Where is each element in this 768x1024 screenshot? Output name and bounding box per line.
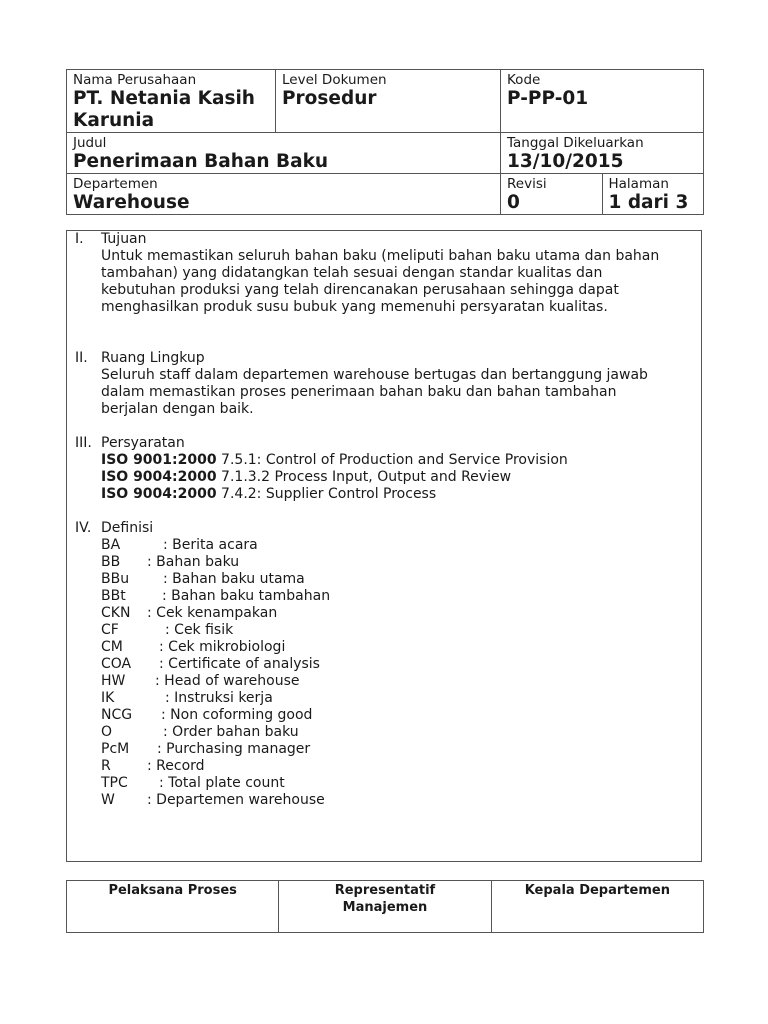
definition-item <box>101 605 695 622</box>
department-cell <box>67 174 501 215</box>
definition-item <box>101 554 695 571</box>
definition-text: : Cek mikrobiologi <box>159 639 286 655</box>
definition-item <box>101 792 695 809</box>
signature-table <box>66 880 704 933</box>
date-cell <box>501 133 704 174</box>
requirement-standard: ISO 9004:2000 <box>101 486 217 502</box>
document-header-table <box>66 69 704 215</box>
level-value: Prosedur <box>282 88 377 109</box>
definition-abbr: BA <box>101 537 121 553</box>
definition-abbr: R <box>101 758 111 774</box>
definition-item <box>101 588 695 605</box>
title-cell <box>67 133 501 174</box>
procedure-body <box>66 230 702 862</box>
requirement-item <box>101 469 695 486</box>
definition-abbr: BB <box>101 554 121 570</box>
title-value: Penerimaan Bahan Baku <box>73 151 329 172</box>
requirement-item <box>101 452 695 469</box>
requirement-item <box>101 486 695 503</box>
revision-cell <box>501 174 603 215</box>
definition-item <box>101 656 695 673</box>
level-cell <box>276 70 501 133</box>
code-value: P-PP-01 <box>507 88 589 109</box>
definition-item <box>101 673 695 690</box>
section-tujuan <box>75 231 695 316</box>
definition-item <box>101 775 695 792</box>
section-number: II. <box>75 350 88 366</box>
definition-item <box>101 758 695 775</box>
definition-abbr: CM <box>101 639 123 655</box>
revision-value: 0 <box>507 192 520 213</box>
signature-kepala-departemen: Kepala Departemen <box>491 881 703 933</box>
definition-abbr: O <box>101 724 113 740</box>
definition-text: : Head of warehouse <box>155 673 300 689</box>
definition-item <box>101 537 695 554</box>
section-title: Tujuan <box>101 231 147 247</box>
requirement-description: 7.5.1: Control of Production and Service Provision <box>216 452 568 468</box>
definition-text: : Bahan baku <box>147 554 240 570</box>
definition-text: : Record <box>147 758 205 774</box>
definition-text: : Non coforming good <box>161 707 313 723</box>
revision-label: Revisi <box>507 176 547 192</box>
section-number: IV. <box>75 520 92 536</box>
definition-abbr: BBt <box>101 588 126 604</box>
date-value: 13/10/2015 <box>507 151 624 172</box>
definition-item <box>101 741 695 758</box>
department-label: Departemen <box>73 176 158 192</box>
definition-abbr: IK <box>101 690 115 706</box>
code-label: Kode <box>507 72 541 88</box>
definition-abbr: NCG <box>101 707 133 723</box>
definition-text: : Berita acara <box>163 537 258 553</box>
signature-representatif-label: Representatif Manajemen <box>334 883 436 915</box>
company-cell <box>67 70 276 133</box>
definition-text: : Purchasing manager <box>157 741 311 757</box>
definition-abbr: W <box>101 792 115 808</box>
definition-abbr: TPC <box>101 775 128 791</box>
definition-abbr: HW <box>101 673 126 689</box>
section-ruang-lingkup <box>75 350 695 418</box>
definition-item <box>101 707 695 724</box>
page-value: 1 dari 3 <box>608 192 689 213</box>
definition-text: : Certificate of analysis <box>159 656 320 672</box>
page-label: Halaman <box>608 176 669 192</box>
definition-text: : Total plate count <box>159 775 285 791</box>
definition-text: : Bahan baku utama <box>163 571 305 587</box>
definition-text: : Bahan baku tambahan <box>162 588 331 604</box>
definition-text: : Cek kenampakan <box>147 605 278 621</box>
section-number: I. <box>75 231 84 247</box>
definition-item <box>101 724 695 741</box>
section-definisi <box>75 520 695 809</box>
requirement-description: 7.4.2: Supplier Control Process <box>216 486 437 502</box>
title-label: Judul <box>73 135 107 151</box>
definition-abbr: COA <box>101 656 132 672</box>
requirement-standard: ISO 9004:2000 <box>101 469 217 485</box>
definition-abbr: BBu <box>101 571 130 587</box>
requirement-standard: ISO 9001:2000 <box>101 452 217 468</box>
signature-pelaksana-proses: Pelaksana Proses <box>67 881 279 933</box>
date-label: Tanggal Dikeluarkan <box>507 135 644 151</box>
section-text: Untuk memastikan seluruh bahan baku (meliputi bahan baku utama dan bahan tambahan) yang didatangkan telah sesuai dengan standar kualitas dan kebutuhan produksi yang telah direncanakan perusahaan sehingga dapat menghasilkan produk susu bubuk yang memenuhi persyaratan kualitas. <box>101 248 660 315</box>
definition-text: : Cek fisik <box>165 622 234 638</box>
section-title: Ruang Lingkup <box>101 350 205 366</box>
definition-item <box>101 690 695 707</box>
definition-abbr: CF <box>101 622 119 638</box>
section-text: Seluruh staff dalam departemen warehouse bertugas dan bertanggung jawab dalam memastikan proses penerimaan bahan baku dan bahan tambahan berjalan dengan baik. <box>101 367 648 417</box>
definition-abbr: CKN <box>101 605 131 621</box>
requirement-description: 7.1.3.2 Process Input, Output and Review <box>216 469 512 485</box>
section-number: III. <box>75 435 92 451</box>
section-title: Definisi <box>101 520 154 536</box>
section-persyaratan <box>75 435 695 503</box>
definition-text: : Instruksi kerja <box>165 690 273 706</box>
signature-representatif-manajemen <box>279 881 491 933</box>
level-label: Level Dokumen <box>282 72 387 88</box>
section-title: Persyaratan <box>101 435 185 451</box>
definition-item <box>101 639 695 656</box>
code-cell <box>501 70 704 133</box>
definition-item <box>101 622 695 639</box>
definition-abbr: PcM <box>101 741 130 757</box>
definition-text: : Order bahan baku <box>163 724 299 740</box>
definition-item <box>101 571 695 588</box>
company-label: Nama Perusahaan <box>73 72 197 88</box>
definition-text: : Departemen warehouse <box>147 792 325 808</box>
company-name: PT. Netania Kasih Karunia <box>73 88 255 131</box>
department-value: Warehouse <box>73 192 190 213</box>
page-cell <box>602 174 704 215</box>
